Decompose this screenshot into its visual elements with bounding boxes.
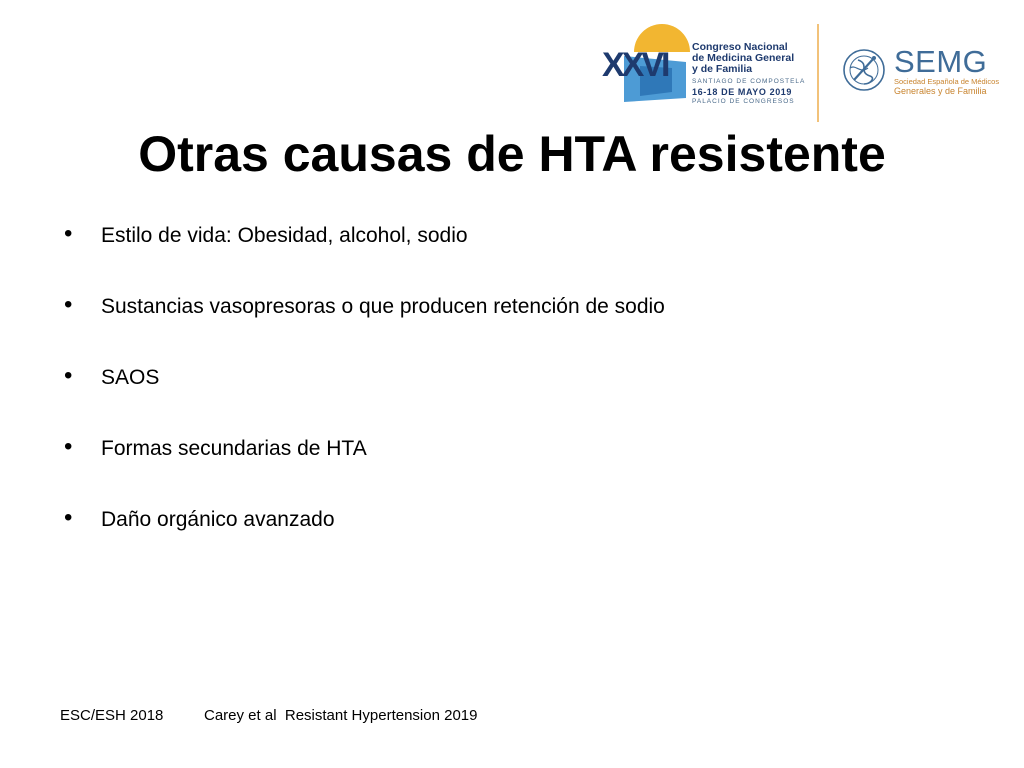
semg-name: SEMG (894, 44, 988, 79)
congress-logo (600, 22, 806, 106)
bullet-dot-icon: • (64, 504, 73, 531)
congress-text (692, 42, 805, 105)
congress-emblem-icon (600, 22, 692, 106)
footer-reference-carey: Carey et al Resistant Hypertension 2019 (204, 707, 478, 724)
bullet-dot-icon: • (64, 433, 73, 460)
bullet-text: Estilo de vida: Obesidad, alcohol, sodio (101, 224, 468, 247)
footer-reference-esc: ESC/ESH 2018 (60, 707, 164, 724)
semg-emblem-icon (840, 46, 888, 94)
congress-title-1: Congreso Nacional (692, 41, 788, 53)
semg-subtitle (894, 78, 999, 95)
bullet-text: Sustancias vasopresoras o que producen retención de sodio (101, 295, 665, 318)
congress-venue: PALACIO DE CONGRESOS (692, 97, 795, 105)
bullet-dot-icon: • (64, 220, 73, 247)
bullet-text: Formas secundarias de HTA (101, 437, 367, 460)
bullet-text: Daño orgánico avanzado (101, 508, 335, 531)
congress-place: SANTIAGO DE COMPOSTELA (692, 78, 806, 85)
congress-title-3: y de Familia (692, 63, 753, 75)
bullet-dot-icon: • (64, 291, 73, 318)
congress-title-2: de Medicina General (692, 52, 795, 64)
semg-subtitle-2: Generales y de Familia (894, 85, 987, 96)
bullet-text: SAOS (101, 366, 160, 389)
slide-title: Otras causas de HTA resistente (138, 126, 886, 182)
congress-numeral: XXVI (602, 46, 668, 84)
bullet-dot-icon: • (64, 362, 73, 389)
logo-divider (817, 24, 819, 122)
congress-dates: 16-18 DE MAYO 2019 (692, 86, 793, 97)
semg-logo (840, 44, 1000, 100)
semg-subtitle-1: Sociedad Española de Médicos (894, 77, 1000, 86)
